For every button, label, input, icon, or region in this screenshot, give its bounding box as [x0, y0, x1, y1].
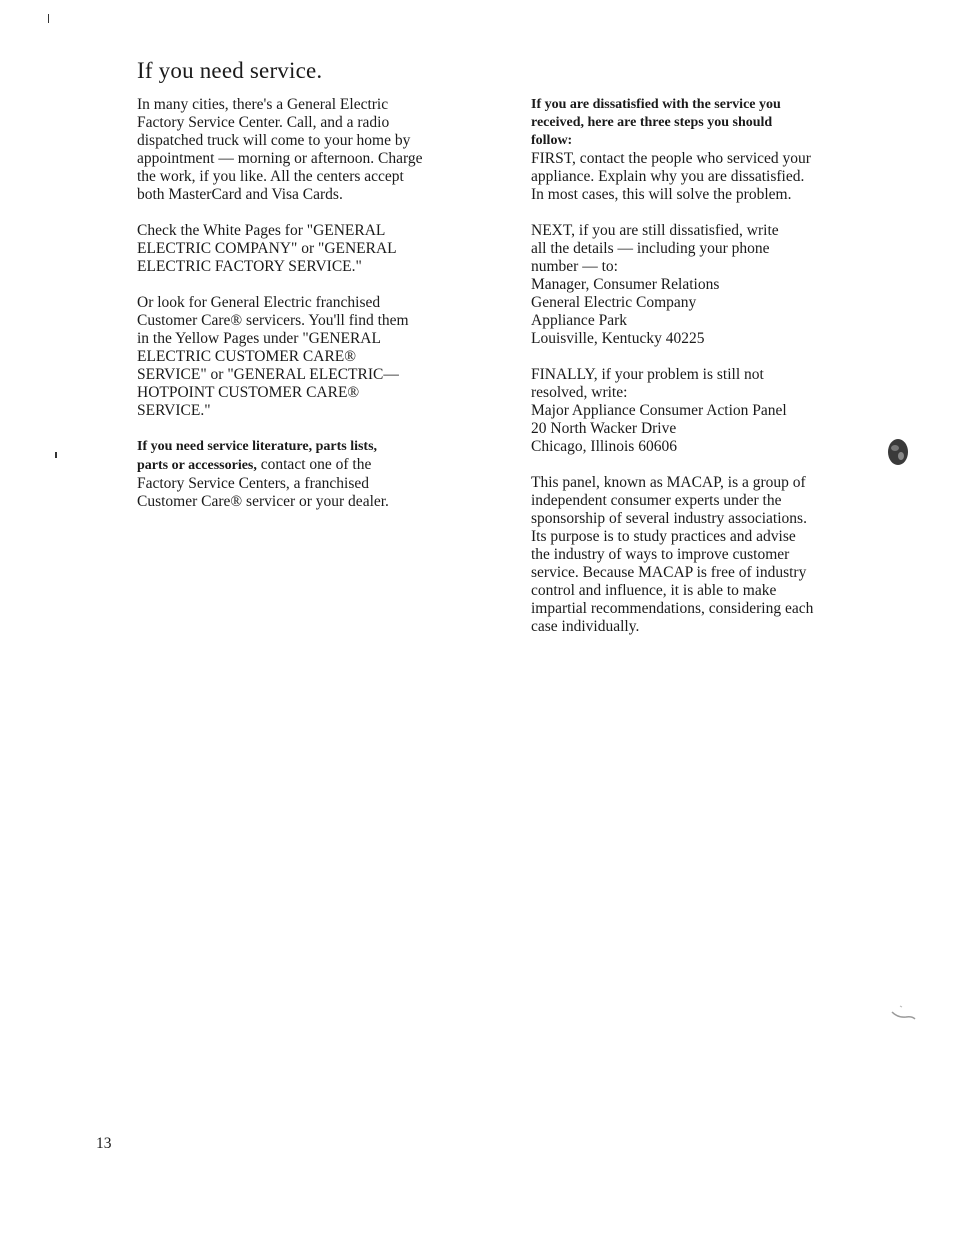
address-line: Chicago, Illinois 60606 — [531, 438, 677, 455]
text-line-bold: follow: — [531, 133, 573, 148]
text-line: SERVICE" or "GENERAL ELECTRIC— — [137, 366, 399, 383]
text-line: service. Because MACAP is free of industry — [531, 564, 807, 581]
address-line: General Electric Company — [531, 294, 697, 311]
text-line: FINALLY, if your problem is still not — [531, 366, 764, 383]
text-line: the industry of ways to improve customer — [531, 546, 790, 563]
text-line: resolved, write: — [531, 384, 628, 401]
text-line: In many cities, there's a General Electric — [137, 96, 389, 113]
dissatisfied-heading — [531, 96, 881, 150]
text-line: Check the White Pages for "GENERAL — [137, 222, 386, 239]
page-title: If you need service. — [137, 58, 323, 83]
service-center-paragraph — [137, 96, 487, 204]
address-line: Louisville, Kentucky 40225 — [531, 330, 705, 347]
left-column — [137, 96, 487, 529]
text-line: in the Yellow Pages under "GENERAL — [137, 330, 381, 347]
text-line: Its purpose is to study practices and advise — [531, 528, 796, 545]
text-line: Customer Care® servicer or your dealer. — [137, 493, 389, 510]
text-line: independent consumer experts under the — [531, 492, 782, 509]
text-line: NEXT, if you are still dissatisfied, write — [531, 222, 779, 239]
text-line: dispatched truck will come to your home by — [137, 132, 411, 149]
text-line: the work, if you like. All the centers accept — [137, 168, 404, 185]
text-line: ELECTRIC COMPANY" or "GENERAL — [137, 240, 397, 257]
macap-paragraph — [531, 474, 881, 636]
text-line: Factory Service Centers, a franchised — [137, 475, 369, 492]
text-line: both MasterCard and Visa Cards. — [137, 186, 343, 203]
text-line: impartial recommendations, considering each — [531, 600, 814, 617]
text-line: case individually. — [531, 618, 640, 635]
address-line: 20 North Wacker Drive — [531, 420, 677, 437]
text-line: In most cases, this will solve the problem. — [531, 186, 792, 203]
text-line-bold: If you need service literature, parts lists, — [137, 439, 378, 454]
literature-paragraph — [137, 438, 487, 511]
page-number: 13 — [96, 1135, 112, 1152]
white-pages-paragraph — [137, 222, 487, 276]
text-line: FIRST, contact the people who serviced your — [531, 150, 811, 167]
text-line: This panel, known as MACAP, is a group of — [531, 474, 806, 491]
text-line: SERVICE." — [137, 402, 211, 419]
text-line: Factory Service Center. Call, and a radio — [137, 114, 390, 131]
text-line: appointment — morning or afternoon. Charge — [137, 150, 423, 167]
text-line: control and influence, it is able to make — [531, 582, 777, 599]
text-line: ELECTRIC FACTORY SERVICE." — [137, 258, 362, 275]
address-line: Manager, Consumer Relations — [531, 276, 720, 293]
text-line: HOTPOINT CUSTOMER CARE® — [137, 384, 360, 401]
scan-mark — [55, 452, 57, 458]
yellow-pages-paragraph — [137, 294, 487, 420]
scan-mark — [48, 14, 49, 23]
right-column — [531, 96, 881, 654]
text-line: all the details — including your phone — [531, 240, 770, 257]
text-line-bold: If you are dissatisfied with the service you — [531, 97, 781, 112]
text-line: number — to: — [531, 258, 618, 275]
text-line: sponsorship of several industry associations. — [531, 510, 807, 527]
text-line-bold: received, here are three steps you should — [531, 115, 773, 130]
text-inline: contact one of the — [256, 456, 372, 473]
address-line: Major Appliance Consumer Action Panel — [531, 402, 787, 419]
text-line: Or look for General Electric franchised — [137, 294, 381, 311]
ink-blot-icon — [884, 434, 912, 468]
text-line: appliance. Explain why you are dissatisfied. — [531, 168, 805, 185]
scan-smudge-icon — [888, 1000, 918, 1022]
text-line: Customer Care® servicers. You'll find them — [137, 312, 409, 329]
text-line: ELECTRIC CUSTOMER CARE® — [137, 348, 357, 365]
finally-step-paragraph — [531, 366, 881, 456]
text-bold: parts or accessories, — [137, 458, 257, 473]
address-line: Appliance Park — [531, 312, 627, 329]
first-step-paragraph — [531, 150, 881, 204]
next-step-paragraph — [531, 222, 881, 348]
